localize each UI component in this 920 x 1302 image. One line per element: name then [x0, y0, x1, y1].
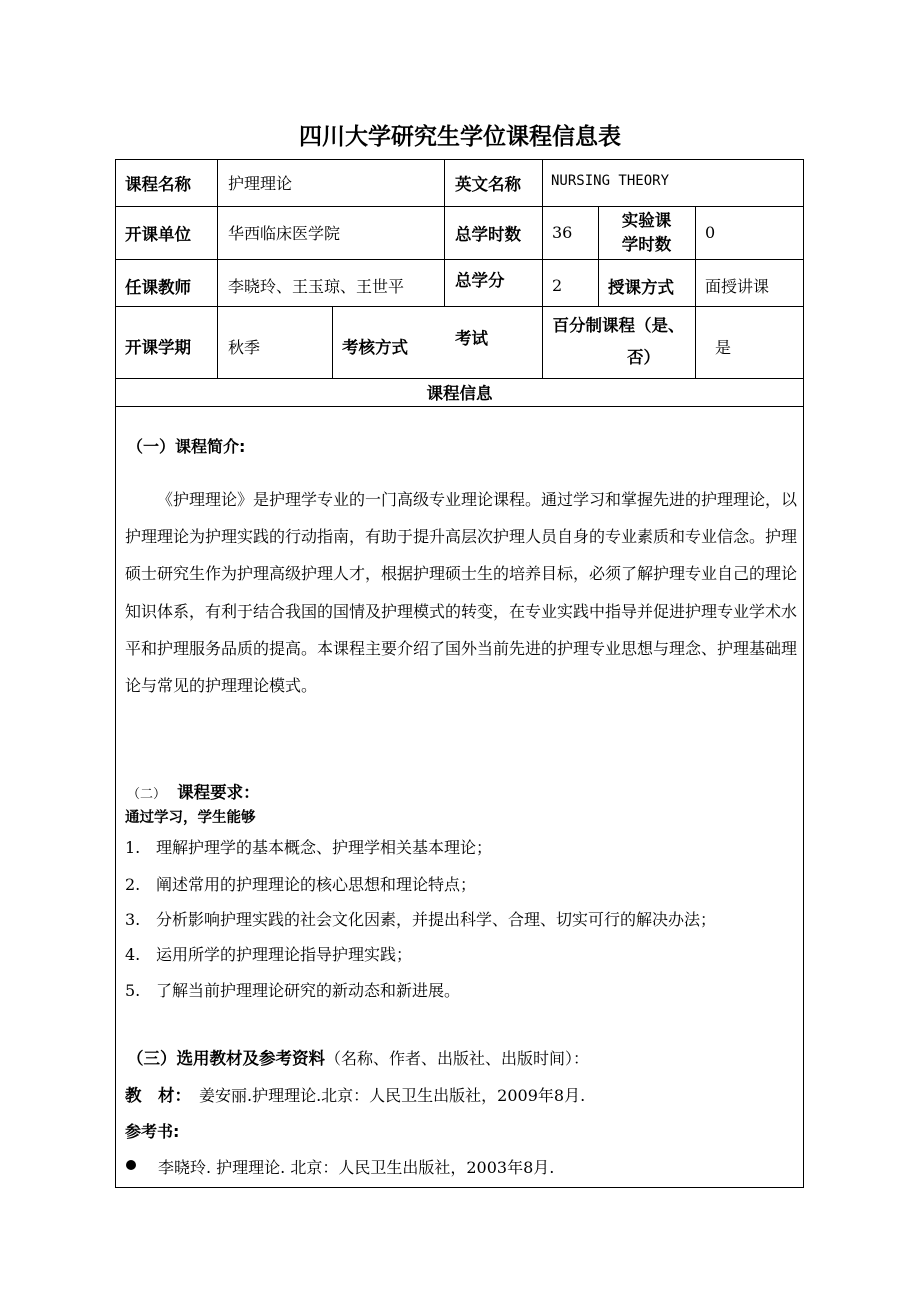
teachers-value: 李晓玲、王玉琼、王世平 — [228, 277, 405, 296]
requirement-item: 5. 了解当前护理理论研究的新动态和新进展。 — [125, 981, 461, 1000]
references-label: 参考书: — [125, 1122, 180, 1141]
requirement-item: 2. 阐述常用的护理理论的核心思想和理论特点； — [125, 875, 477, 894]
textbook-line — [125, 1082, 585, 1106]
course-info-header: 课程信息 — [426, 384, 493, 403]
teaching-mode-label: 授课方式 — [608, 277, 674, 297]
section3-heading-text: （三）选用教材及参考资料 — [127, 1049, 325, 1068]
lab-hours-label — [598, 206, 695, 259]
department-label: 开课单位 — [125, 224, 191, 244]
english-name-label: 英文名称 — [455, 174, 521, 194]
textbook-value: 姜安丽.护理理论.北京：人民卫生出版社，2009年8月. — [199, 1086, 586, 1105]
lab-hours-label-line2: 学时数 — [621, 234, 672, 254]
row-divider — [115, 406, 804, 407]
teacher-label: 任课教师 — [125, 277, 191, 297]
percent-grading-label-line2: 否） — [627, 348, 660, 367]
percent-grading-label-line1: 百分制课程（是、 — [552, 316, 685, 335]
section1-body: 《护理理论》是护理学专业的一门高级专业理论课程。通过学习和掌握先进的护理理论，以护理理论为护理实践的行动指南，有助于提升高层次护理人员自身的专业素质和专业信念。护理硕士研究生作为护理高级护理人才，根据护理硕士生的培养目标，必须了解护理专业自己的理论知识体系，有利于结合我国的国情及护理模式的转变，在专业实践中指导并促进护理专业学术水平和护理服务品质的提高。本课程主要介绍了国外当前先进的护理专业思想与理念、护理基础理论与常见的护理理论模式。 — [125, 490, 798, 696]
section2-heading-text: 课程要求： — [177, 783, 260, 802]
page-title: 四川大学研究生学位课程信息表 — [299, 124, 621, 150]
credits-value: 2 — [552, 276, 563, 295]
percent-grading-value: 是 — [715, 337, 732, 357]
total-hours-label: 总学时数 — [455, 224, 521, 244]
requirement-item: 1. 理解护理学的基本概念、护理学相关基本理论； — [125, 838, 493, 857]
lab-hours-value: 0 — [705, 223, 716, 242]
requirement-item: 4. 运用所学的护理理论指导护理实践； — [125, 945, 413, 964]
section1-heading: （一）课程简介: — [127, 437, 246, 456]
assessment-label: 考核方式 — [342, 338, 408, 357]
textbook-label: 教 材： — [125, 1086, 191, 1105]
teaching-mode-value: 面授讲课 — [705, 277, 770, 296]
assessment-value: 考试 — [455, 329, 488, 348]
column-divider — [695, 206, 696, 378]
semester-value: 秋季 — [228, 337, 261, 357]
section3-heading-note: （名称、作者、出版社、出版时间）： — [325, 1049, 590, 1068]
course-name-value: 护理理论 — [228, 174, 293, 193]
column-divider — [332, 306, 333, 378]
reference-item: 李晓玲. 护理理论. 北京：人民卫生出版社，2003年8月. — [158, 1158, 555, 1177]
section3-heading — [127, 1045, 589, 1069]
department-value: 华西临床医学院 — [228, 224, 341, 243]
section2-heading-prefix: （二） — [127, 787, 167, 802]
bullet-icon — [126, 1160, 136, 1170]
credits-label: 总学分 — [455, 271, 505, 290]
total-hours-value: 36 — [552, 223, 573, 242]
semester-label: 开课学期 — [125, 338, 191, 357]
requirement-item: 3. 分析影响护理实践的社会文化因素，并提出科学、合理、切实可行的解决办法； — [125, 910, 717, 929]
column-divider — [217, 159, 218, 378]
english-name-value: NURSING THEORY — [551, 172, 670, 189]
course-name-label: 课程名称 — [125, 174, 191, 194]
percent-grading-label — [542, 306, 695, 378]
column-divider — [444, 159, 445, 306]
section2-heading — [127, 779, 260, 803]
lab-hours-label-line1: 实验课 — [621, 210, 672, 230]
section2-intro: 通过学习，学生能够 — [125, 810, 256, 826]
